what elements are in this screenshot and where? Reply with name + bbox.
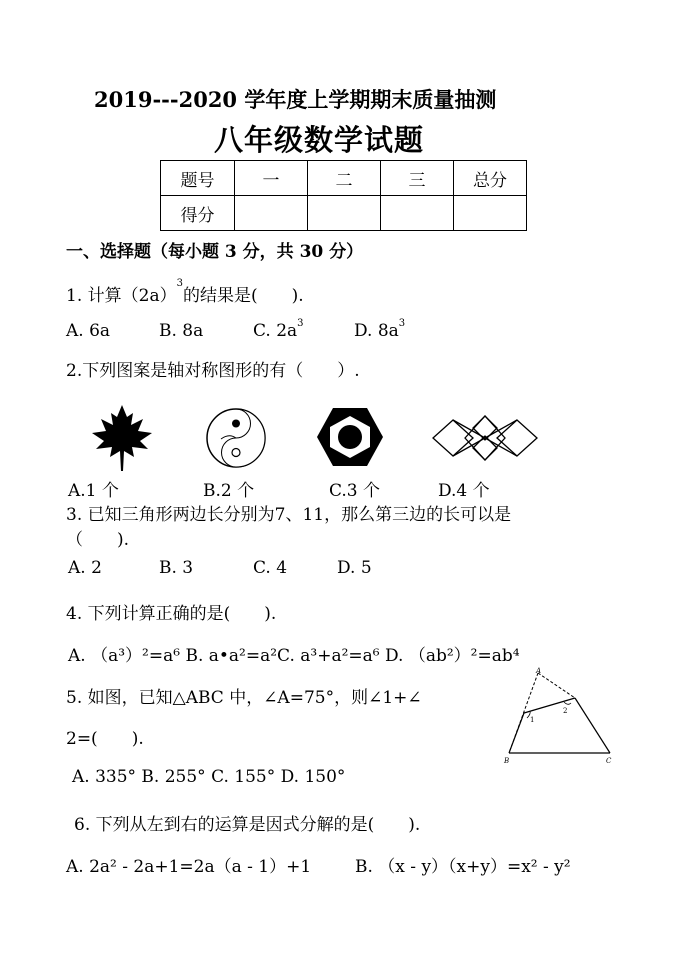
figure-label-a: A xyxy=(536,667,542,675)
score-table-score-row xyxy=(161,196,527,231)
section-heading: 一、选择题（每小题 3 分，共 30 分） xyxy=(66,242,364,262)
q1-d-base: D. 8a xyxy=(354,321,399,341)
q1-d-exponent: 3 xyxy=(398,318,406,329)
question-3-stem-line2: （ ). xyxy=(66,530,130,550)
question-5-options: A. 335° B. 255° C. 155° D. 150° xyxy=(72,767,346,787)
question-3-option-d: D. 5 xyxy=(337,558,372,578)
triangle-figure xyxy=(500,665,620,767)
score-table-cell: 一 xyxy=(235,161,308,196)
question-2-option-b: B.2 个 xyxy=(203,481,255,501)
knot-pattern-icon xyxy=(431,410,539,466)
question-2-option-c: C.3 个 xyxy=(329,481,381,501)
question-3-option-a: A. 2 xyxy=(68,558,102,578)
q1-c-exponent: 3 xyxy=(297,318,304,329)
q1-exponent: 3 xyxy=(176,278,183,289)
question-1-option-c xyxy=(253,318,304,341)
question-5-stem-line1: 5. 如图，已知△ABC 中，∠A=75°，则∠1+∠ xyxy=(66,688,422,708)
score-table xyxy=(160,160,527,231)
q1-stem-part: 的结果是( ). xyxy=(182,286,304,306)
score-table-header-row xyxy=(161,161,527,196)
question-1-option-b: B. 8a xyxy=(159,321,204,341)
exam-title: 2019---2020 学年度上学期期末质量抽测 xyxy=(94,87,497,112)
question-2-option-d: D.4 个 xyxy=(438,481,490,501)
question-2-stem: 2.下列图案是轴对称图形的有（ ）. xyxy=(66,361,360,381)
yin-yang-icon xyxy=(205,407,267,469)
score-entry-cell[interactable] xyxy=(454,196,527,231)
question-6-stem: 6. 下列从左到右的运算是因式分解的是( ). xyxy=(74,815,421,835)
score-entry-cell[interactable] xyxy=(308,196,381,231)
question-3-stem-line1: 3. 已知三角形两边长分别为7、11，那么第三边的长可以是 xyxy=(66,505,512,525)
maple-leaf-icon xyxy=(88,403,156,473)
question-3-option-b: B. 3 xyxy=(159,558,194,578)
score-table-cell: 总分 xyxy=(454,161,527,196)
q1-stem-part: 1. 计算（2a） xyxy=(66,286,177,306)
q1-c-base: C. 2a xyxy=(253,321,298,341)
question-4-stem: 4. 下列计算正确的是( ). xyxy=(66,604,277,624)
figure-label-b: B xyxy=(504,757,510,765)
score-table-cell: 三 xyxy=(381,161,454,196)
score-table-cell: 二 xyxy=(308,161,381,196)
figure-label-2: 2 xyxy=(563,707,568,715)
question-1-stem xyxy=(66,278,304,306)
score-table-cell: 题号 xyxy=(161,161,235,196)
question-1-option-d xyxy=(354,318,406,341)
hexagon-nut-icon xyxy=(316,406,384,468)
question-6-option-a: A. 2a² - 2a+1=2a（a - 1）+1 xyxy=(66,857,312,877)
exam-subtitle: 八年级数学试题 xyxy=(214,123,425,157)
score-entry-cell[interactable] xyxy=(381,196,454,231)
question-4-options: A. （a³）²=a⁶ B. a•a²=a²C. a³+a²=a⁶ D. （ab²）²=ab⁴ xyxy=(68,646,520,666)
question-3-option-c: C. 4 xyxy=(253,558,288,578)
question-2-option-a: A.1 个 xyxy=(68,481,119,501)
question-5-stem-line2: 2=( ). xyxy=(66,729,144,749)
question-6-option-b: B. （x - y）（x+y）=x² - y² xyxy=(355,857,571,877)
score-table-cell: 得分 xyxy=(161,196,235,231)
score-entry-cell[interactable] xyxy=(235,196,308,231)
figure-label-c: C xyxy=(606,757,612,765)
question-1-option-a: A. 6a xyxy=(66,321,111,341)
figure-label-1: 1 xyxy=(530,716,535,724)
